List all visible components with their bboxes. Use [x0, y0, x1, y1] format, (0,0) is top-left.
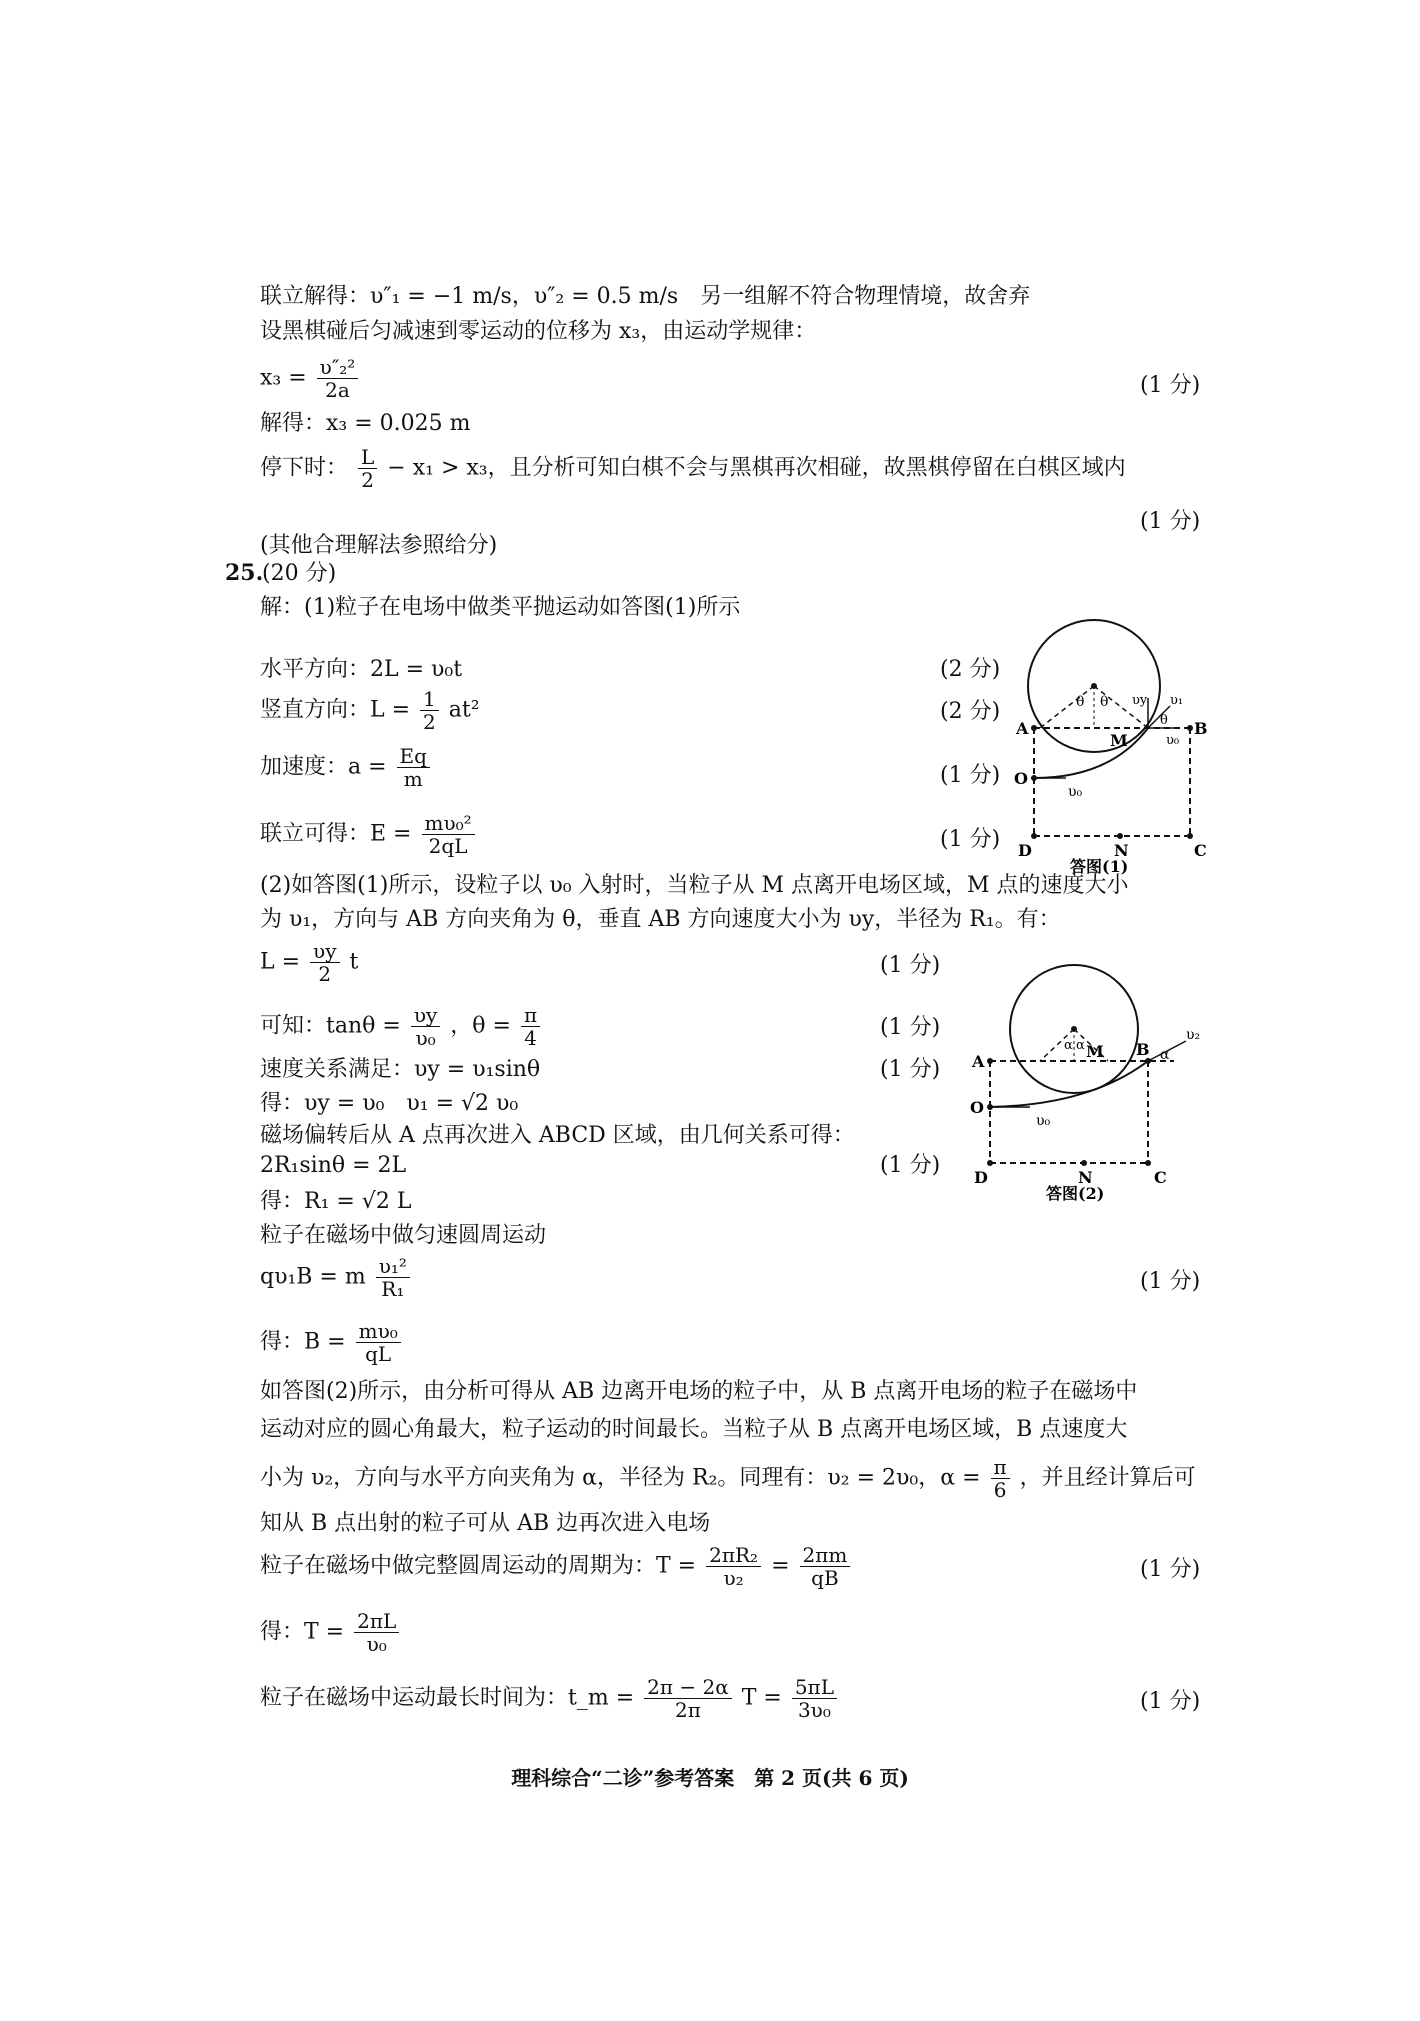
score: (1 分) — [1140, 373, 1201, 398]
text-line: 2R₁sinθ = 2L — [260, 1153, 407, 1178]
text-line: 运动对应的圆心角最大，粒子运动的时间最长。当粒子从 B 点离开电场区域，B 点速度大 — [260, 1417, 1128, 1442]
fraction: $\frac{L}{2}$ — [358, 446, 377, 491]
label-d: D — [1018, 841, 1032, 860]
label-a: A — [1016, 719, 1029, 738]
equation-line — [260, 688, 480, 733]
label-v0-b: υ₀ — [1166, 733, 1180, 748]
label-b: B — [1136, 1040, 1150, 1059]
text-line: 粒子在磁场中做匀速圆周运动 — [260, 1223, 547, 1248]
score: (2 分) — [940, 657, 1001, 682]
score: (1 分) — [880, 953, 941, 978]
equation-line — [260, 356, 361, 401]
label-a: A — [972, 1052, 985, 1071]
figure-2-caption: 答图(2) — [1046, 1184, 1105, 1203]
question-number: 25. — [225, 560, 264, 586]
fraction: $\frac{\text{2πR₂}}{\text{υ₂}}$ — [706, 1544, 761, 1589]
fraction: $\frac{2\pi L}{\text{υ₀}}$ — [354, 1610, 399, 1655]
label-theta: θ — [1076, 694, 1085, 710]
label-m: M — [1110, 731, 1128, 750]
fraction: $\frac{\pi}{6}$ — [991, 1456, 1010, 1501]
eq-suffix: at² — [448, 697, 480, 723]
text-line: 水平方向：2L = υ₀t — [260, 657, 463, 682]
score: (1 分) — [880, 1153, 941, 1178]
eq-mid: = — [771, 1553, 790, 1579]
equation-line — [260, 1610, 402, 1655]
eq-prefix: 竖直方向：L = — [260, 697, 411, 723]
text-line: (其他合理解法参照给分) — [260, 533, 498, 558]
equation-line — [260, 812, 478, 857]
label-m: M — [1086, 1042, 1104, 1061]
eq-prefix: 粒子在磁场中做完整圆周运动的周期为：T = — [260, 1553, 697, 1579]
label-b: B — [1194, 719, 1208, 738]
text-line: 速度关系满足：υy = υ₁sinθ — [260, 1057, 541, 1082]
equation-line — [260, 446, 1126, 491]
text-line: 解：(1)粒子在电场中做类平抛运动如答图(1)所示 — [260, 595, 741, 620]
label-theta-2: θ — [1100, 694, 1109, 710]
equation-line — [260, 1320, 404, 1365]
eq-prefix: 联立可得：E = — [260, 821, 412, 847]
equation-line — [260, 1004, 543, 1049]
score: (1 分) — [1140, 1269, 1201, 1294]
equation-line — [260, 745, 433, 790]
text-line: (2)如答图(1)所示，设粒子以 υ₀ 入射时，当粒子从 M 点离开电场区域，M 点的速度大小 — [260, 873, 1129, 898]
eq-prefix: 得：B = — [260, 1329, 346, 1355]
fraction: $\frac{\upsilon y}{2}$ — [310, 940, 339, 985]
eq-prefix: 小为 υ₂，方向与水平方向夹角为 α，半径为 R₂。同理有：υ₂ = 2υ₀，α = — [260, 1465, 981, 1491]
question-score: (20 分) — [262, 561, 337, 586]
eq-suffix: t — [349, 949, 359, 975]
eq-prefix: 粒子在磁场中运动最长时间为：t_m = — [260, 1685, 635, 1711]
label-c: C — [1194, 841, 1207, 860]
eq-prefix: 得：T = — [260, 1619, 345, 1645]
fraction: $\frac{2\pi - 2\alpha}{2\pi}$ — [644, 1676, 732, 1721]
label-v2: υ₂ — [1186, 1027, 1201, 1043]
equation-line — [260, 1255, 413, 1300]
label-alpha-2: α — [1076, 1038, 1085, 1053]
figure-1 — [1010, 610, 1230, 880]
score: (1 分) — [1140, 1689, 1201, 1714]
score: (1 分) — [1140, 1557, 1201, 1582]
score: (1 分) — [940, 827, 1001, 852]
page-footer: 理科综合“二诊”参考答案 第 2 页(共 6 页) — [511, 1766, 909, 1790]
label-theta-3: θ — [1160, 713, 1168, 728]
text-line: 联立解得：υ″₁ = −1 m/s，υ″₂ = 0.5 m/s 另一组解不符合物理情境，故舍弃 — [260, 284, 1031, 309]
score: (2 分) — [940, 699, 1001, 724]
eq-suffix: ，并且经计算后可 — [1019, 1465, 1196, 1491]
text-line: 为 υ₁，方向与 AB 方向夹角为 θ，垂直 AB 方向速度大小为 υy，半径为 R₁。有： — [260, 907, 1061, 932]
eq-prefix: L = — [260, 949, 301, 975]
eq-lhs: x₃ = — [260, 365, 307, 391]
score: (1 分) — [1140, 509, 1201, 534]
eq-prefix: 可知：tanθ = — [260, 1013, 401, 1039]
label-n: N — [1078, 1168, 1093, 1187]
figure-2 — [960, 955, 1210, 1215]
fraction: $\frac{5\pi L}{\text{3υ₀}}$ — [792, 1676, 837, 1721]
fraction: $\frac{\text{mυ₀}}{qL}$ — [356, 1320, 401, 1365]
text-line: 知从 B 点出射的粒子可从 AB 边再次进入电场 — [260, 1511, 711, 1536]
text-line: 磁场偏转后从 A 点再次进入 ABCD 区域，由几何关系可得： — [260, 1123, 855, 1148]
label-o: O — [970, 1098, 984, 1117]
fraction: $\frac{\pi}{4}$ — [521, 1004, 540, 1049]
score: (1 分) — [880, 1015, 941, 1040]
label-alpha: α — [1064, 1038, 1073, 1053]
fraction: $\frac{2\pi m}{qB}$ — [800, 1544, 851, 1589]
eq-prefix: 加速度：a = — [260, 754, 387, 780]
fraction: $\frac{\text{υ″₂²}}{2a}$ — [317, 356, 359, 401]
label-v1: υ₁ — [1170, 693, 1184, 708]
text-line: 解得：x₃ = 0.025 m — [260, 411, 471, 436]
eq-suffix: − x₁ > x₃，且分析可知白棋不会与黑棋再次相碰，故黑棋停留在白棋区域内 — [387, 455, 1126, 481]
label-n: N — [1114, 841, 1129, 860]
text-line: 得：υy = υ₀ υ₁ = √2 υ₀ — [260, 1091, 519, 1116]
equation-line — [260, 1544, 853, 1589]
eq-mid: ，θ = — [450, 1013, 511, 1039]
score: (1 分) — [880, 1057, 941, 1082]
label-c: C — [1154, 1168, 1167, 1187]
label-o: O — [1014, 769, 1028, 788]
eq-prefix: qυ₁B = m — [260, 1264, 366, 1290]
label-vy: υy — [1132, 693, 1148, 708]
score: (1 分) — [940, 763, 1001, 788]
fraction: $\frac{1}{2}$ — [420, 688, 439, 733]
eq-prefix: 停下时： — [260, 455, 349, 481]
label-v0: υ₀ — [1036, 1113, 1051, 1129]
text-line: 设黑棋碰后匀减速到零运动的位移为 x₃，由运动学规律： — [260, 319, 817, 344]
text-line: 得：R₁ = √2 L — [260, 1189, 412, 1214]
fraction: $\frac{\text{υ₁²}}{\text{R₁}}$ — [376, 1255, 410, 1300]
fraction: $\frac{\upsilon y}{\text{υ₀}}$ — [411, 1004, 440, 1049]
equation-line — [260, 1456, 1196, 1501]
fraction: $\frac{\text{mυ₀²}}{2qL}$ — [422, 812, 475, 857]
text-line: 如答图(2)所示，由分析可得从 AB 边离开电场的粒子中，从 B 点离开电场的粒子在磁场中 — [260, 1379, 1138, 1404]
label-d: D — [974, 1168, 988, 1187]
equation-line — [260, 940, 358, 985]
fraction: $\frac{Eq}{m}$ — [397, 745, 430, 790]
label-v0: υ₀ — [1068, 784, 1083, 800]
figure-1-caption: 答图(1) — [1070, 857, 1129, 876]
equation-line — [260, 1676, 840, 1721]
label-alpha-3: α — [1160, 1047, 1170, 1063]
eq-mid: T = — [741, 1685, 782, 1711]
